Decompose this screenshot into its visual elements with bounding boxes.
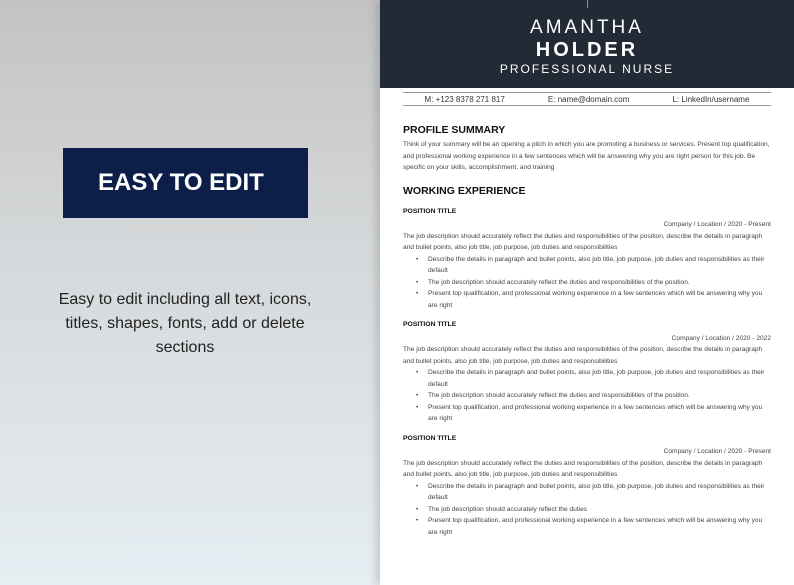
- position-title: POSITION TITLE: [403, 207, 457, 215]
- job-entry: [403, 319, 771, 425]
- divider: [587, 0, 588, 8]
- job-bullet: • The job description should accurately reflect the duties: [428, 504, 771, 516]
- resume-header: [380, 0, 794, 88]
- job-bullet: • Present top qualification, and professional working experience in a few sentences which will be answering why you are right: [428, 515, 771, 538]
- contact-bar: [403, 92, 771, 106]
- job-description: The job description should accurately reflect the duties and responsibilities of the position, describe the details in paragraph and bullet points, also job title, job purpose, job duties and responsibilities: [403, 346, 763, 365]
- position-title: POSITION TITLE: [403, 434, 457, 442]
- first-name: AMANTHA: [530, 17, 644, 38]
- job-bullets: [428, 481, 771, 539]
- contact-linkedin: L: LinkedIn/username: [672, 94, 750, 104]
- promo-description: Easy to edit including all text, icons, titles, shapes, fonts, add or delete sections: [58, 291, 312, 356]
- profile-text: Think of your summary will be an opening a pitch in which you are promoting a business or services. Present top qualification, and professional working experience in a few sentences which will be answering why you are right person for this job. Be specific on your skills, accomplishment, and training: [403, 141, 770, 171]
- position-title: POSITION TITLE: [403, 321, 457, 328]
- resume-body: [403, 123, 771, 544]
- contact-mobile: M: +123 8378 271 817: [424, 94, 505, 104]
- easy-to-edit-badge: EASY TO EDIT: [63, 148, 308, 218]
- job-bullet: • Describe the details in paragraph and bullet points, also job title, job purpose, job duties and responsibilities as their default: [428, 367, 771, 390]
- contact-email: E: name@domain.com: [547, 94, 630, 104]
- profile-heading: PROFILE SUMMARY: [403, 124, 506, 136]
- job-meta: Company / Location / 2020 - Present: [663, 448, 771, 455]
- job-description: The job description should accurately reflect the duties and responsibilities of the position, describe the details in paragraph and bullet points, also job title, job purpose, job duties and responsibilities: [403, 459, 763, 478]
- resume-document: [380, 0, 794, 585]
- job-bullets: [428, 254, 771, 312]
- job-bullet: • The job description should accurately reflect the duties and responsibilities of the position.: [428, 277, 771, 289]
- job-title: PROFESSIONAL NURSE: [499, 62, 675, 76]
- job-entry: [403, 206, 771, 312]
- job-bullet: • Present top qualification, and professional working experience in a few sentences which will be answering why you are right: [428, 402, 771, 425]
- job-bullet: • The job description should accurately reflect the duties and responsibilities of the position.: [428, 390, 771, 402]
- job-bullet: • Describe the details in paragraph and bullet points, also job title, job purpose, job duties and responsibilities as their default: [428, 254, 771, 277]
- job-bullet: • Present top qualification, and professional working experience in a few sentences which will be answering why you are right: [428, 288, 771, 311]
- last-name: HOLDER: [535, 39, 639, 61]
- experience-heading: WORKING EXPERIENCE: [403, 184, 526, 197]
- job-bullet: • Describe the details in paragraph and bullet points, also job title, job purpose, job duties and responsibilities as their default: [428, 481, 771, 504]
- job-bullets: [428, 367, 771, 425]
- promo-panel: [0, 0, 380, 585]
- job-entry: [403, 433, 771, 539]
- job-meta: Company / Location / 2020 - Present: [663, 221, 771, 228]
- job-description: The job description should accurately reflect the duties and responsibilities of the position, describe the details in paragraph and bullet points, also job title, job purpose, job duties and responsibilities: [403, 232, 763, 251]
- job-meta: Company / Location / 2020 - 2022: [671, 334, 771, 342]
